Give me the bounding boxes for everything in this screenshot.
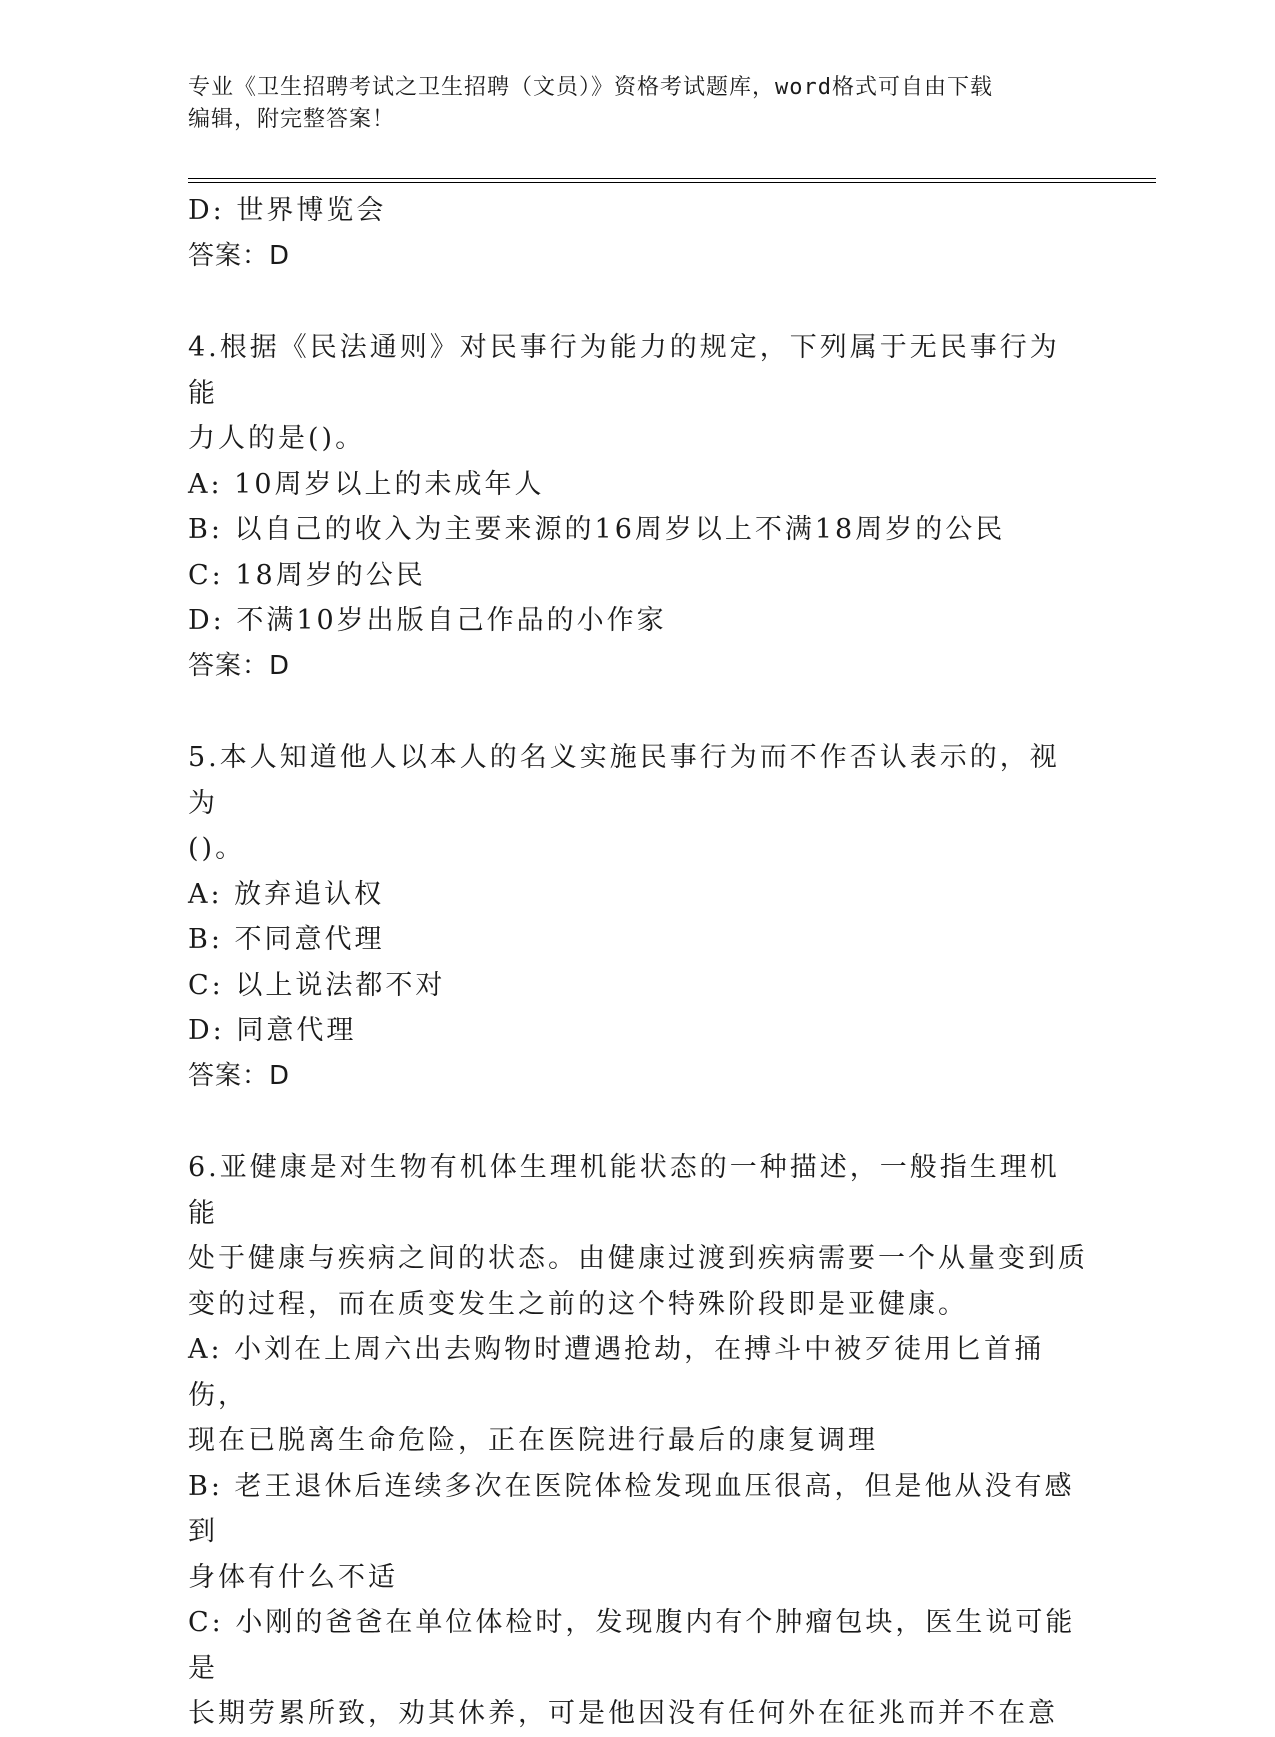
question-stem-line: 变的过程，而在质变发生之前的这个特殊阶段即是亚健康。 (188, 1288, 968, 1320)
header-line-1: 专业《卫生招聘考试之卫生招聘（文员）》资格考试题库，word格式可自由下载 (188, 75, 993, 100)
option-c: C: 小刚的爸爸在单位体检时，发现腹内有个肿瘤包块，医生说可能是 (188, 1607, 1076, 1684)
option-d: D: 同意代理 (188, 1015, 357, 1046)
option-b: B: 老王退休后连续多次在医院体检发现血压很高，但是他从没有感到 (188, 1470, 1075, 1547)
option-a: A: 放弃追认权 (188, 878, 385, 910)
header-line-2: 编辑，附完整答案！ (188, 107, 396, 132)
page-header (188, 72, 1068, 136)
question-stem-line: ()。 (188, 833, 246, 864)
spacer (188, 689, 1088, 735)
question-stem-line: 处于健康与疾病之间的状态。由健康过渡到疾病需要一个从量变到质 (188, 1243, 1088, 1274)
spacer (188, 1099, 1088, 1145)
answer: 答案：D (188, 1060, 291, 1091)
answer: 答案：D (188, 240, 291, 271)
option-c: C: 18周岁的公民 (188, 559, 426, 591)
answer: 答案：D (188, 650, 291, 681)
question-stem-line: 力人的是()。 (188, 423, 366, 454)
option-b: B: 不同意代理 (188, 924, 385, 955)
spacer (188, 279, 1088, 325)
question-stem-line: 5.本人知道他人以本人的名义实施民事行为而不作否认表示的，视为 (188, 742, 1060, 819)
option-a-continued: 现在已脱离生命危险，正在医院进行最后的康复调理 (188, 1425, 878, 1456)
option-d: D: 世界博览会 (188, 195, 387, 226)
question-stem-line: 6.亚健康是对生物有机体生理机能状态的一种描述，一般指生理机能 (188, 1152, 1060, 1229)
option-c-continued: 长期劳累所致，劝其休养，可是他因没有任何外在征兆而并不在意 (188, 1698, 1058, 1729)
option-a: A: 小刘在上周六出去购物时遭遇抢劫，在搏斗中被歹徒用匕首捅伤， (188, 1334, 1045, 1411)
option-d: D: 不满10岁出版自己作品的小作家 (188, 605, 667, 636)
question-stem-line: 4.根据《民法通则》对民事行为能力的规定，下列属于无民事行为能 (188, 332, 1060, 409)
option-b: B: 以自己的收入为主要来源的16周岁以上不满18周岁的公民 (188, 514, 1006, 545)
header-divider (188, 178, 1156, 183)
option-b-continued: 身体有什么不适 (188, 1561, 398, 1593)
option-c: C: 以上说法都不对 (188, 969, 446, 1001)
option-a: A: 10周岁以上的未成年人 (188, 468, 545, 500)
document-body (188, 188, 1088, 1737)
